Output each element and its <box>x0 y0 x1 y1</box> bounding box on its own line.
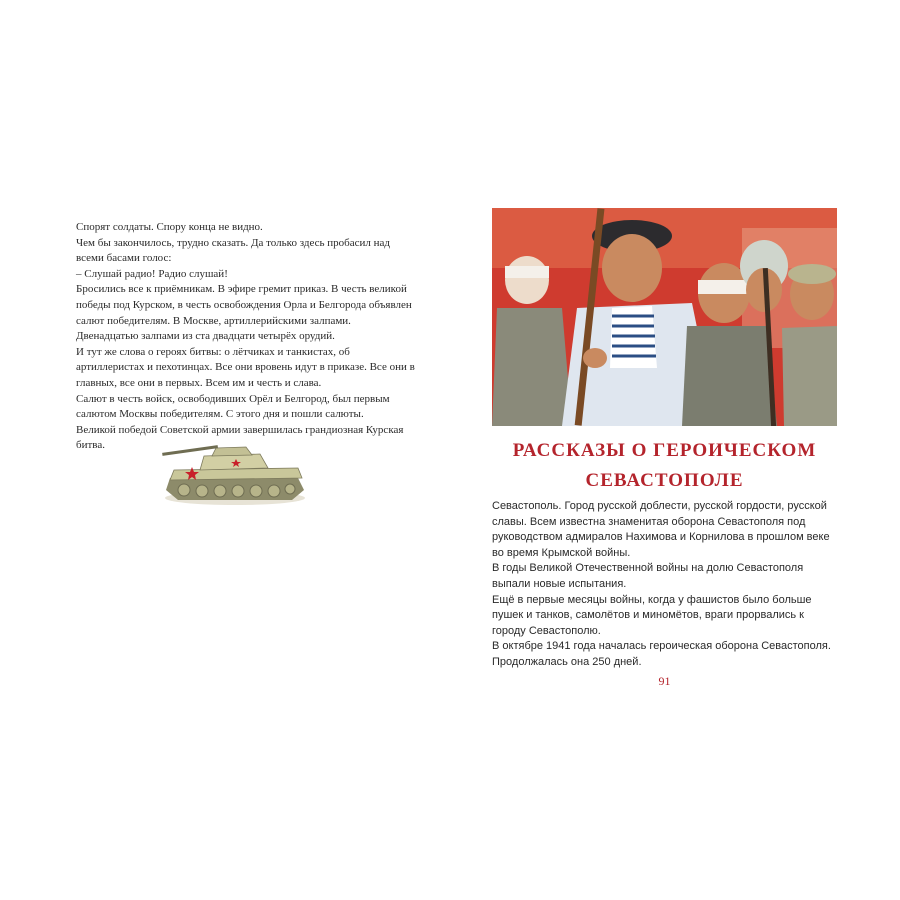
paragraph: И тут же слова о героях битвы: о лётчиках и танкистах, об артиллеристах и пехотинцах. Все они вровень идут в приказе. Все они в главных, все они в первых. Всем им и честь и слава. <box>76 345 415 389</box>
paragraph: Бросились все к приёмникам. В эфире гремит приказ. В честь великой победы под Курском, в честь освобождения Орла и Белгорода объявлен салют победителям. В Москве, артиллерийскими залпами. Двенадцатью залпами из ста двадцати четырёх орудий. <box>76 283 412 343</box>
chapter-title-line1: РАССКАЗЫ О ГЕРОИЧЕСКОМ <box>512 440 817 461</box>
right-page-text <box>492 499 837 671</box>
tank-illustration <box>160 430 310 510</box>
paragraph: В годы Великой Отечественной войны на долю Севастополя выпали новые испытания. <box>492 562 804 590</box>
paragraph: Ещё в первые месяцы войны, когда у фашистов было больше пушек и танков, самолётов и миномётов, враги прорвались к городу Севастополю. <box>492 593 812 637</box>
soldiers-illustration <box>492 208 837 426</box>
paragraph: – Слушай радио! Радио слушай! <box>76 267 228 280</box>
page-number: 91 <box>658 674 671 688</box>
paragraph: Спорят солдаты. Спору конца не видно. <box>76 221 263 233</box>
paragraph: Салют в честь войск, освободивших Орёл и Белгород, был первым салютом Москвы победителям. С этого дня и пошли салюты. <box>76 392 390 421</box>
paragraph: Чем бы закончилось, трудно сказать. Да только здесь пробасил над всеми басами голос: <box>76 236 390 265</box>
chapter-title-line2: СЕВАСТОПОЛЕ <box>585 470 744 491</box>
chapter-title <box>492 436 837 496</box>
paragraph: Севастополь. Город русской доблести, русской гордости, русской славы. Всем известна знаменитая оборона Севастополя под руководством адмиралов Нахимова и Корнилова в прошлом веке во время Крымской войны. <box>492 500 830 559</box>
paragraph: В октябре 1941 года началась героическая оборона Севастополя. Продолжалась она 250 дней. <box>492 640 831 668</box>
paragraph: Великой победой Советской армии завершилась грандиозная Курская битва. <box>76 423 404 452</box>
left-page-text <box>76 220 416 454</box>
